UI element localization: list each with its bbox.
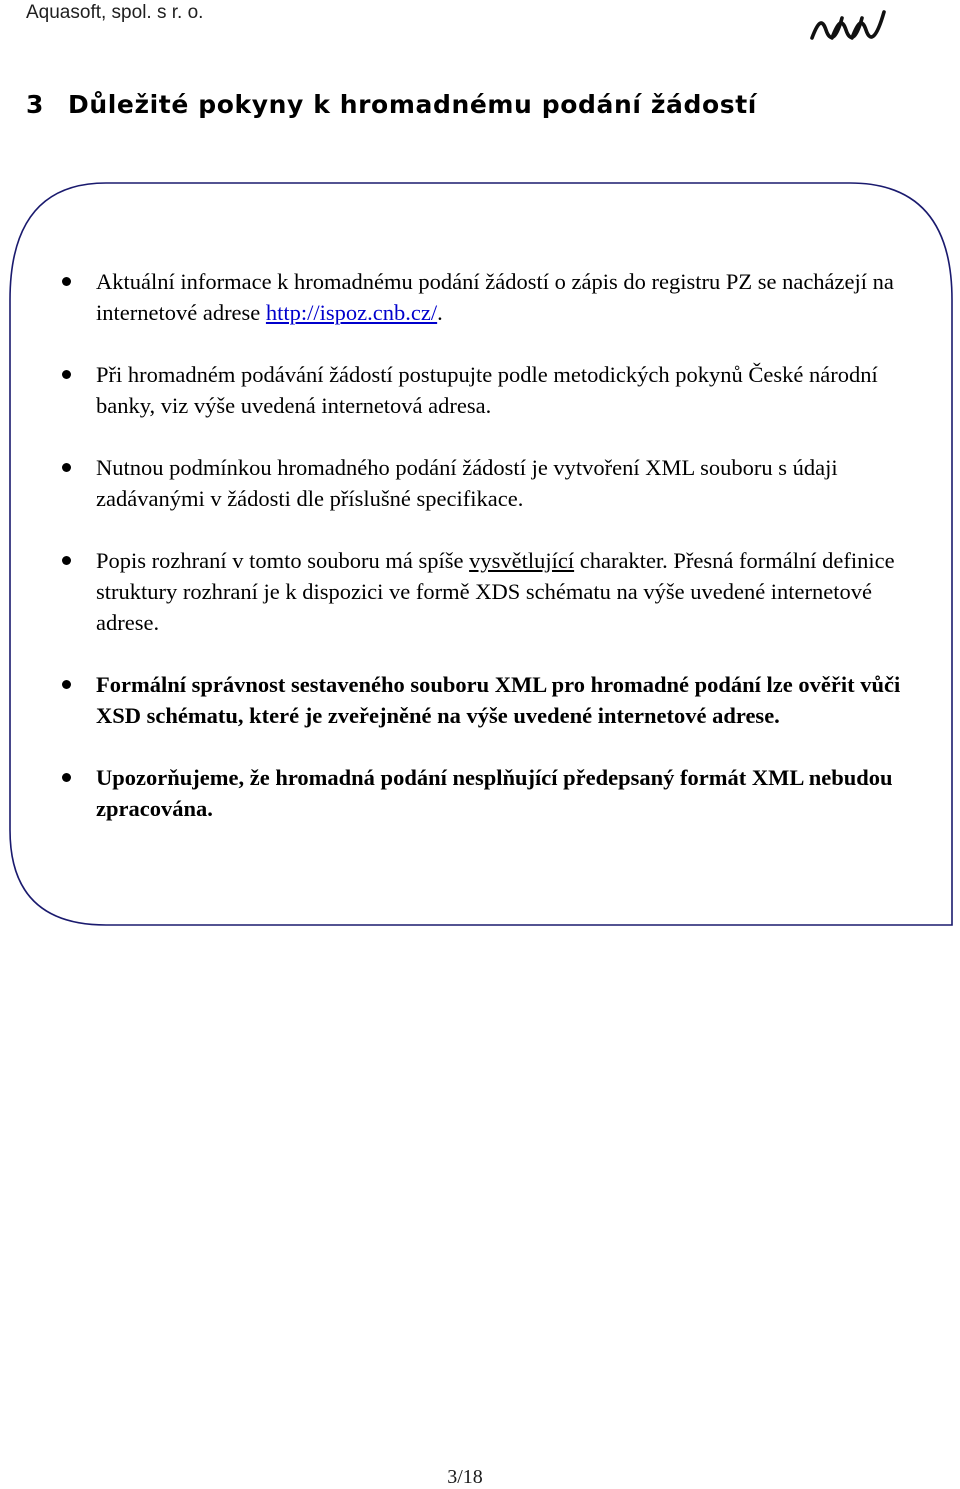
list-item: Nutnou podmínkou hromadného podání žádostí je vytvoření XML souboru s údaji zadávanými v žádosti dle příslušné specifikace.: [60, 452, 910, 514]
underlined-word: vysvětlující: [469, 548, 575, 573]
section-title: Důležité pokyny k hromadnému podání žádostí: [68, 90, 757, 119]
list-item: Upozorňujeme, že hromadná podání nesplňující předepsaný formát XML nebudou zpracována.: [60, 762, 910, 824]
list-item: Popis rozhraní v tomto souboru má spíše vysvětlující charakter. Přesná formální definice struktury rozhraní je k dispozici ve formě XDS schématu na výše uvedené internetové adrese.: [60, 545, 910, 638]
list-item: Formální správnost sestaveného souboru XML pro hromadné podání lze ověřit vůči XSD schématu, které je zveřejněné na výše uvedené internetové adrese.: [60, 669, 910, 731]
ispoz-link[interactable]: http://ispoz.cnb.cz/: [265, 300, 438, 325]
section-number: 3: [26, 90, 44, 119]
company-name: Aquasoft, spol. s r. o.: [26, 2, 204, 23]
page-number: 3/18: [447, 1466, 483, 1488]
list-item: Při hromadném podávání žádostí postupujte podle metodických pokynů České národní banky, viz výše uvedená internetová adresa.: [60, 359, 910, 421]
notice-box: [60, 266, 910, 824]
list-item: Aktuální informace k hromadnému podání žádostí o zápis do registru PZ se nacházejí na internetové adrese http://ispoz.cnb.cz/.: [60, 266, 910, 328]
